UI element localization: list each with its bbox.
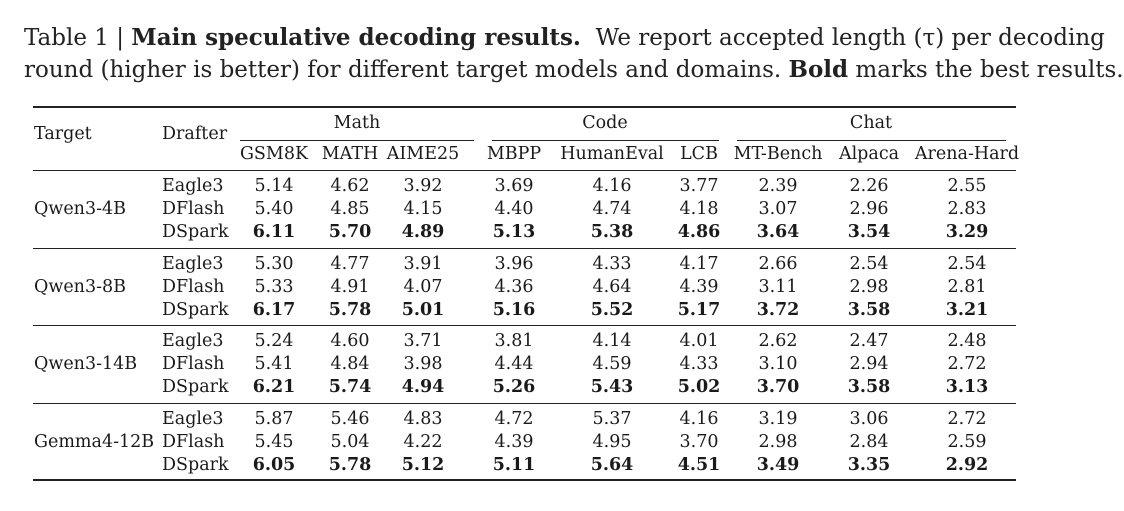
table-cell: 2.47 <box>849 331 889 351</box>
table-cell: 4.85 <box>330 199 370 219</box>
table-cell: 2.62 <box>758 331 798 351</box>
table-cell: 4.22 <box>403 432 443 452</box>
table-cell: 5.87 <box>254 409 294 429</box>
caption-prefix: Table 1 | <box>24 25 132 51</box>
table-cell: 2.98 <box>849 277 889 297</box>
caption-title: Main speculative decoding results. <box>131 24 581 51</box>
header-group-chat: Chat <box>849 113 893 133</box>
table-cell: 4.94 <box>401 377 445 397</box>
table-cell: 3.58 <box>847 377 891 397</box>
table-cell: 4.72 <box>494 409 534 429</box>
header-group-code: Code <box>582 113 628 133</box>
table-cell: 4.14 <box>592 331 632 351</box>
caption-text-2: round (higher is better) for different target models and domains. <box>24 57 782 83</box>
caption-line-1 <box>24 22 1105 54</box>
table-cell: 5.70 <box>328 222 372 242</box>
table-cell: 4.95 <box>592 432 632 452</box>
caption-line-2 <box>24 54 1124 86</box>
table-cell: 4.84 <box>330 354 370 374</box>
header-rule <box>33 170 1016 171</box>
table-cell: 5.26 <box>492 377 536 397</box>
table-cell: 5.04 <box>330 432 370 452</box>
table-cell: 2.92 <box>945 455 989 475</box>
bottom-rule <box>33 479 1016 481</box>
table-cell: 4.33 <box>592 254 632 274</box>
group-rule-code <box>492 140 719 141</box>
column-header-gsm8k: GSM8K <box>239 144 309 164</box>
table-cell: 6.11 <box>252 222 296 242</box>
target-model: Qwen3-14B <box>34 354 138 374</box>
table-cell: 5.13 <box>492 222 536 242</box>
table-cell: 2.59 <box>947 432 987 452</box>
table-cell: 2.96 <box>849 199 889 219</box>
table-cell: 3.72 <box>756 300 800 320</box>
table-cell: 3.81 <box>494 331 534 351</box>
drafter-name: DFlash <box>162 354 225 374</box>
table-cell: 5.52 <box>590 300 634 320</box>
table-cell: 3.64 <box>756 222 800 242</box>
table-cell: 5.17 <box>677 300 721 320</box>
table-cell: 5.14 <box>254 176 294 196</box>
column-header-mbpp: MBPP <box>486 144 542 164</box>
table-cell: 5.33 <box>254 277 294 297</box>
table-cell: 4.39 <box>679 277 719 297</box>
table-cell: 5.24 <box>254 331 294 351</box>
header-group-math: Math <box>333 113 381 133</box>
table-cell: 5.78 <box>328 455 372 475</box>
table-cell: 2.81 <box>947 277 987 297</box>
table-cell: 5.38 <box>590 222 634 242</box>
column-header-arena-hard: Arena-Hard <box>914 144 1020 164</box>
caption-bold-word: Bold <box>788 56 849 83</box>
table-cell: 3.98 <box>403 354 443 374</box>
table-cell: 2.55 <box>947 176 987 196</box>
column-header-alpaca: Alpaca <box>838 144 900 164</box>
top-rule <box>33 106 1016 108</box>
table-cell: 4.33 <box>679 354 719 374</box>
table-cell: 2.26 <box>849 176 889 196</box>
block-separator-1 <box>33 248 1016 249</box>
table-cell: 5.01 <box>401 300 445 320</box>
table-cell: 2.83 <box>947 199 987 219</box>
table-cell: 3.77 <box>679 176 719 196</box>
column-header-lcb: LCB <box>680 144 718 164</box>
table-cell: 2.48 <box>947 331 987 351</box>
table-cell: 5.02 <box>677 377 721 397</box>
table-cell: 4.74 <box>592 199 632 219</box>
table-cell: 6.05 <box>252 455 296 475</box>
table-cell: 4.01 <box>679 331 719 351</box>
drafter-name: Eagle3 <box>162 409 224 429</box>
table-cell: 3.21 <box>945 300 989 320</box>
header-drafter: Drafter <box>162 124 228 144</box>
table-cell: 3.10 <box>758 354 798 374</box>
target-model: Gemma4-12B <box>34 432 155 452</box>
table-cell: 3.06 <box>849 409 889 429</box>
table-cell: 2.94 <box>849 354 889 374</box>
table-cell: 2.66 <box>758 254 798 274</box>
table-cell: 4.44 <box>494 354 534 374</box>
table-cell: 2.98 <box>758 432 798 452</box>
table-cell: 2.72 <box>947 354 987 374</box>
table-cell: 5.12 <box>401 455 445 475</box>
group-rule-math <box>240 140 474 141</box>
table-cell: 5.74 <box>328 377 372 397</box>
target-model: Qwen3-8B <box>34 277 126 297</box>
table-cell: 5.40 <box>254 199 294 219</box>
table-cell: 3.91 <box>403 254 443 274</box>
drafter-name: DSpark <box>162 377 229 397</box>
table-cell: 2.39 <box>758 176 798 196</box>
table-cell: 3.69 <box>494 176 534 196</box>
drafter-name: Eagle3 <box>162 331 224 351</box>
table-caption <box>24 22 1124 86</box>
table-cell: 4.60 <box>330 331 370 351</box>
drafter-name: Eagle3 <box>162 254 224 274</box>
drafter-name: DSpark <box>162 300 229 320</box>
table-cell: 3.07 <box>758 199 798 219</box>
table-cell: 4.39 <box>494 432 534 452</box>
table-cell: 4.18 <box>679 199 719 219</box>
table-cell: 5.37 <box>592 409 632 429</box>
table-cell: 4.40 <box>494 199 534 219</box>
table-cell: 4.15 <box>403 199 443 219</box>
table-cell: 4.62 <box>330 176 370 196</box>
table-cell: 3.92 <box>403 176 443 196</box>
table-cell: 3.70 <box>679 432 719 452</box>
drafter-name: DFlash <box>162 199 225 219</box>
table-cell: 5.41 <box>254 354 294 374</box>
drafter-name: DFlash <box>162 432 225 452</box>
column-header-math: MATH <box>321 144 379 164</box>
table-cell: 5.46 <box>330 409 370 429</box>
header-target: Target <box>34 124 92 144</box>
table-cell: 4.77 <box>330 254 370 274</box>
table-cell: 4.17 <box>679 254 719 274</box>
table-cell: 2.54 <box>849 254 889 274</box>
block-separator-2 <box>33 325 1016 326</box>
group-rule-chat <box>737 140 1006 141</box>
target-model: Qwen3-4B <box>34 199 126 219</box>
drafter-name: DSpark <box>162 222 229 242</box>
table-cell: 5.11 <box>492 455 536 475</box>
table-cell: 4.86 <box>677 222 721 242</box>
table-cell: 6.21 <box>252 377 296 397</box>
drafter-name: DFlash <box>162 277 225 297</box>
table-cell: 3.54 <box>847 222 891 242</box>
table-cell: 5.43 <box>590 377 634 397</box>
table-cell: 3.29 <box>945 222 989 242</box>
drafter-name: DSpark <box>162 455 229 475</box>
column-header-humaneval: HumanEval <box>560 144 664 164</box>
table-cell: 2.84 <box>849 432 889 452</box>
table-cell: 4.89 <box>401 222 445 242</box>
table-cell: 3.19 <box>758 409 798 429</box>
table-cell: 3.70 <box>756 377 800 397</box>
table-cell: 4.91 <box>330 277 370 297</box>
column-header-aime25: AIME25 <box>386 144 460 164</box>
table-cell: 4.83 <box>403 409 443 429</box>
table-cell: 4.16 <box>679 409 719 429</box>
table-cell: 3.96 <box>494 254 534 274</box>
table-cell: 2.54 <box>947 254 987 274</box>
drafter-name: Eagle3 <box>162 176 224 196</box>
table-cell: 4.16 <box>592 176 632 196</box>
caption-text-3: marks the best results. <box>855 57 1124 83</box>
table-cell: 4.51 <box>677 455 721 475</box>
table-cell: 5.30 <box>254 254 294 274</box>
table-cell: 6.17 <box>252 300 296 320</box>
table-cell: 3.35 <box>847 455 891 475</box>
table-cell: 3.11 <box>758 277 798 297</box>
table-cell: 4.36 <box>494 277 534 297</box>
table-cell: 3.49 <box>756 455 800 475</box>
table-cell: 3.58 <box>847 300 891 320</box>
column-header-mt-bench: MT-Bench <box>733 144 823 164</box>
caption-text-1: We report accepted length (τ) per decoding <box>595 25 1105 51</box>
table-cell: 5.78 <box>328 300 372 320</box>
table-cell: 5.16 <box>492 300 536 320</box>
table-cell: 3.71 <box>403 331 443 351</box>
table-cell: 5.45 <box>254 432 294 452</box>
table-cell: 4.07 <box>403 277 443 297</box>
table-cell: 4.59 <box>592 354 632 374</box>
table-cell: 2.72 <box>947 409 987 429</box>
block-separator-3 <box>33 403 1016 404</box>
table-cell: 5.64 <box>590 455 634 475</box>
table-cell: 4.64 <box>592 277 632 297</box>
table-cell: 3.13 <box>945 377 989 397</box>
